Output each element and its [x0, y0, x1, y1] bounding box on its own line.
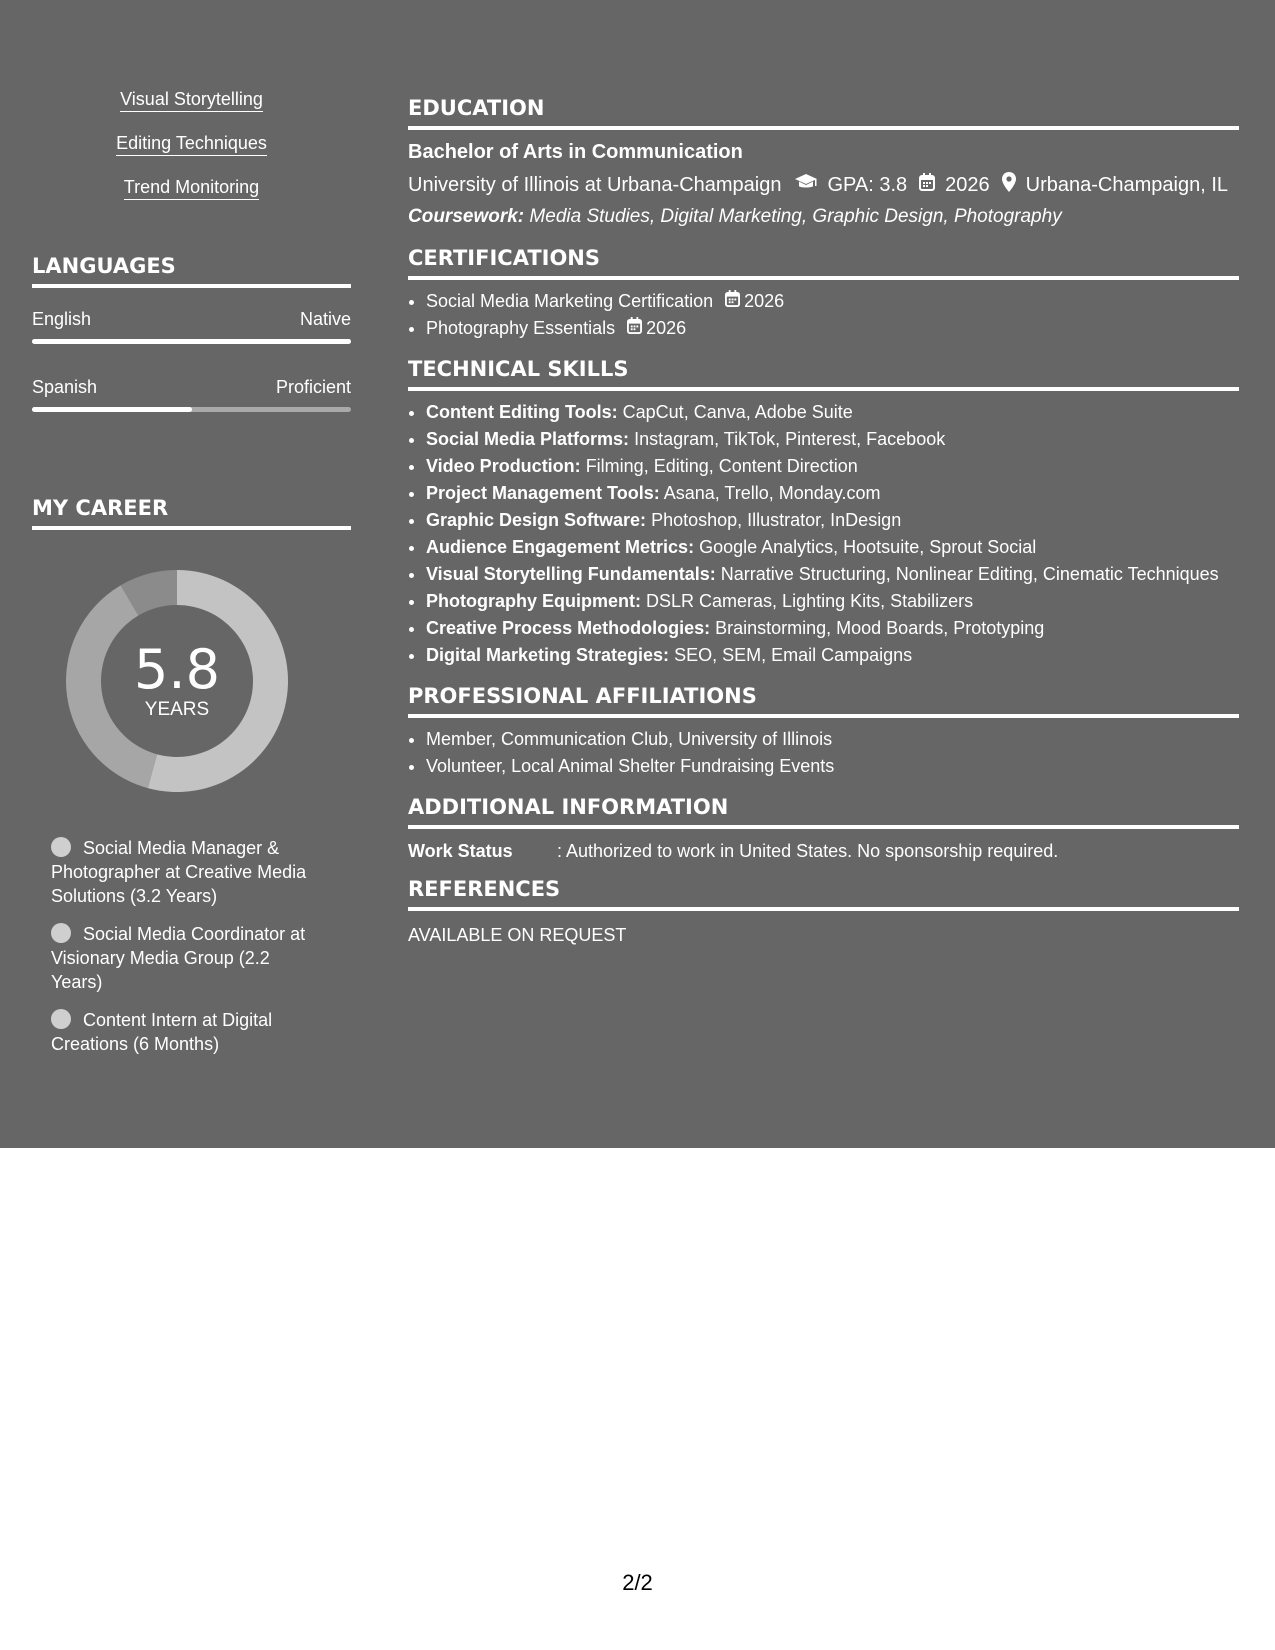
- certifications-list: [408, 288, 1239, 342]
- language-level-bar: [32, 407, 351, 412]
- skill-category: Audience Engagement Metrics:: [426, 537, 695, 557]
- certifications-section: [408, 246, 1239, 342]
- graduation-year: 2026: [945, 174, 990, 196]
- language-level: Proficient: [275, 377, 351, 397]
- certification-year: 2026: [744, 291, 785, 311]
- skill-values: DSLR Cameras, Lighting Kits, Stabilizers: [646, 591, 974, 611]
- coursework: [408, 205, 1239, 229]
- work-status-row: [408, 839, 1239, 863]
- degree-title: Bachelor of Arts in Communication: [408, 141, 743, 163]
- bullet-dot-icon: [51, 1009, 71, 1029]
- calendar-icon: [627, 315, 646, 342]
- skill-values: Brainstorming, Mood Boards, Prototyping: [715, 618, 1045, 638]
- certification-year: 2026: [646, 318, 687, 338]
- additional-info-section: [408, 795, 1239, 863]
- affiliation-item: • Volunteer, Local Animal Shelter Fundraising Events: [426, 753, 1239, 780]
- technical-skill-item: [426, 453, 1239, 480]
- work-status-value: : Authorized to work in United States. No sponsorship required.: [557, 841, 1059, 861]
- skill-values: Filming, Editing, Content Direction: [585, 456, 858, 476]
- skill-values: Instagram, TikTok, Pinterest, Facebook: [634, 429, 946, 449]
- languages-section: [32, 254, 351, 412]
- technical-skills-section: [408, 357, 1239, 669]
- bullet-dot-icon: [51, 837, 71, 857]
- skill-category: Photography Equipment:: [426, 591, 641, 611]
- section-title: LANGUAGES: [32, 254, 351, 288]
- skill-values: Photoshop, Illustrator, InDesign: [651, 510, 902, 530]
- skill-category: Video Production:: [426, 456, 581, 476]
- career-donut-chart: [66, 570, 288, 792]
- affiliations-section: [408, 684, 1239, 780]
- skill-links: [32, 88, 351, 220]
- calendar-icon: [919, 173, 935, 197]
- career-item-text: Content Intern at Digital Creations (6 Months): [51, 1010, 273, 1054]
- calendar-icon: [725, 288, 744, 315]
- coursework-list: Media Studies, Digital Marketing, Graphic Design, Photography: [529, 206, 1062, 227]
- section-title: ADDITIONAL INFORMATION: [408, 795, 1239, 829]
- technical-skill-item: [426, 507, 1239, 534]
- skill-category: Project Management Tools:: [426, 483, 660, 503]
- section-title: REFERENCES: [408, 877, 1239, 911]
- skill-category: Visual Storytelling Fundamentals:: [426, 564, 716, 584]
- certification-name: Social Media Marketing Certification: [426, 291, 714, 311]
- technical-skill-item: [426, 642, 1239, 669]
- section-title: CERTIFICATIONS: [408, 246, 1239, 280]
- language-row: [32, 308, 351, 344]
- skill-link[interactable]: Trend Monitoring: [124, 176, 259, 200]
- technical-skill-item: [426, 615, 1239, 642]
- technical-skill-item: [426, 480, 1239, 507]
- language-row: [32, 376, 351, 412]
- skill-category: Graphic Design Software:: [426, 510, 647, 530]
- career-total-value: 5.8: [134, 638, 220, 701]
- language-level-fill: [32, 407, 192, 412]
- section-title: PROFESSIONAL AFFILIATIONS: [408, 684, 1239, 718]
- language-name: Spanish: [32, 377, 98, 397]
- language-level-bar: [32, 339, 351, 344]
- location-pin-icon: [1002, 172, 1016, 198]
- skill-category: Digital Marketing Strategies:: [426, 645, 670, 665]
- technical-skill-item: [426, 426, 1239, 453]
- location: Urbana-Champaign, IL: [1025, 174, 1229, 196]
- school-name: University of Illinois at Urbana-Champaign: [408, 174, 782, 196]
- skill-category: Social Media Platforms:: [426, 429, 630, 449]
- skill-values: Google Analytics, Hootsuite, Sprout Social: [699, 537, 1037, 557]
- skill-values: SEO, SEM, Email Campaigns: [674, 645, 913, 665]
- certification-name: Photography Essentials: [426, 318, 616, 338]
- career-item: [51, 836, 321, 908]
- technical-skill-item: [426, 588, 1239, 615]
- certification-item: [426, 288, 1239, 315]
- section-title: TECHNICAL SKILLS: [408, 357, 1239, 391]
- skill-values: CapCut, Canva, Adobe Suite: [622, 402, 853, 422]
- page-number: 2/2: [622, 1570, 653, 1595]
- language-name: English: [32, 309, 92, 329]
- graduation-cap-icon: [794, 173, 818, 197]
- technical-skill-item: [426, 561, 1239, 588]
- skill-category: Content Editing Tools:: [426, 402, 618, 422]
- technical-skill-item: [426, 534, 1239, 561]
- certification-item: [426, 315, 1239, 342]
- skill-link[interactable]: Editing Techniques: [116, 132, 267, 156]
- education-section: [408, 96, 1239, 229]
- technical-skills-list: [408, 399, 1239, 669]
- language-level-fill: [32, 339, 351, 344]
- technical-skill-item: [426, 399, 1239, 426]
- work-status-label: Work Status: [408, 841, 513, 861]
- skill-category: Creative Process Methodologies:: [426, 618, 711, 638]
- references-text: AVAILABLE ON REQUEST: [408, 925, 627, 945]
- career-section: [32, 496, 351, 1054]
- language-level: Native: [299, 309, 351, 329]
- section-title: EDUCATION: [408, 96, 1239, 130]
- references-section: [408, 877, 1239, 947]
- affiliations-list: [408, 726, 1239, 780]
- career-item-text: Social Media Coordinator at Visionary Media Group (2.2 Years): [51, 924, 306, 992]
- career-item: [51, 922, 321, 994]
- affiliation-item: • Member, Communication Club, University of Illinois: [426, 726, 1239, 753]
- education-details: [408, 172, 1239, 198]
- skill-link[interactable]: Visual Storytelling: [120, 88, 263, 112]
- skill-values: Narrative Structuring, Nonlinear Editing, Cinematic Techniques: [720, 564, 1219, 584]
- section-title: MY CAREER: [32, 496, 351, 530]
- career-list: [51, 836, 321, 1070]
- career-total-unit: YEARS: [144, 699, 210, 720]
- career-item-text: Social Media Manager & Photographer at Creative Media Solutions (3.2 Years): [51, 838, 307, 906]
- gpa: GPA: 3.8: [827, 174, 908, 196]
- coursework-label: Coursework:: [408, 206, 525, 227]
- bullet-dot-icon: [51, 923, 71, 943]
- skill-values: Asana, Trello, Monday.com: [663, 483, 881, 503]
- career-item: [51, 1008, 321, 1056]
